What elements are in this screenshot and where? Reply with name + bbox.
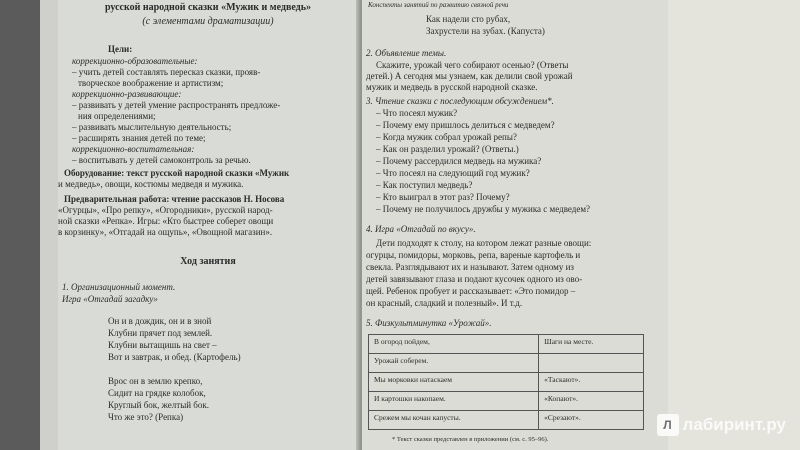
lesson-subtitle: (с элементами драматизации) bbox=[142, 16, 274, 27]
background-surface bbox=[668, 0, 800, 450]
goal-line: ния определениями; bbox=[78, 111, 156, 121]
verse-line: Захрустели на зубах. (Капуста) bbox=[426, 26, 545, 36]
preparation-text: «Огурцы», «Про репку», «Огородники», русской народ- bbox=[58, 205, 273, 215]
right-page bbox=[362, 0, 668, 450]
riddle-line: Клубни прячет под землей. bbox=[108, 328, 213, 338]
paragraph-line: Дети подходят к столу, на котором лежат разные овощи: bbox=[376, 238, 592, 248]
page-edge bbox=[40, 0, 58, 450]
riddle-line: Сидит на грядке колобок, bbox=[108, 388, 206, 398]
table-row bbox=[369, 335, 644, 354]
goal-line: – развивать мыслительную деятельность; bbox=[72, 122, 232, 132]
paragraph-line: детей.) А сегодня мы узнаем, как делили свой урожай bbox=[366, 71, 573, 81]
verse-line: Как надели сто рубах, bbox=[426, 14, 511, 24]
step-heading: 1. Организационный момент. bbox=[62, 282, 176, 292]
table-row bbox=[369, 392, 644, 411]
goal-line: – развивать у детей умение распространять предложе- bbox=[72, 100, 281, 110]
question-item: – Почему рассердился медведь на мужика? bbox=[376, 156, 542, 166]
table-row bbox=[369, 373, 644, 392]
question-item: – Что посеял на следующий год мужик? bbox=[376, 168, 530, 178]
step-heading: 2. Объявление темы. bbox=[366, 48, 447, 58]
left-page bbox=[58, 0, 360, 450]
table-cell: Урожай соберем. bbox=[369, 354, 539, 373]
paragraph-line: свекла. Разглядывают их и называют. Затем одному из bbox=[366, 262, 574, 272]
paragraph-line: детей завязывают глаза и подают кусочек одного из ово- bbox=[366, 274, 583, 284]
table-cell: Шаги на месте. bbox=[539, 335, 644, 354]
table-cell: «Таскают». bbox=[539, 373, 644, 392]
question-item: – Почему не получилось дружбы у мужика с медведем? bbox=[376, 204, 591, 214]
table-cell: Мы морковки натаскаем bbox=[369, 373, 539, 392]
question-item: – Когда мужик собрал урожай репы? bbox=[376, 132, 517, 142]
footnote: * Текст сказки представлен в приложении (см. с. 95–96). bbox=[392, 436, 549, 443]
section-heading: Ход занятия bbox=[180, 256, 236, 267]
question-item: – Что посеял мужик? bbox=[376, 108, 458, 118]
watermark-text: лабиринт.ру bbox=[682, 415, 786, 434]
goals-subheading: коррекционно-образовательные: bbox=[72, 56, 198, 66]
table-row bbox=[369, 354, 644, 373]
question-item: – Кто выиграл в этот раз? Почему? bbox=[376, 192, 510, 202]
watermark bbox=[657, 414, 786, 436]
step-heading: 3. Чтение сказки с последующим обсуждением*. bbox=[366, 96, 554, 106]
game-title: Игра «Отгадай загадку» bbox=[62, 294, 158, 304]
table-row bbox=[369, 411, 644, 430]
step-heading: 4. Игра «Отгадай по вкусу». bbox=[366, 224, 476, 234]
table-cell bbox=[539, 354, 644, 373]
table-cell: «Срезают». bbox=[539, 411, 644, 430]
question-item: – Почему ему пришлось делиться с медведем? bbox=[376, 120, 555, 130]
goal-line: – учить детей составлять пересказ сказки, прояв- bbox=[72, 67, 261, 77]
paragraph-line: щей. Ребенок пробует и рассказывает: «Это помидор – bbox=[366, 286, 576, 296]
riddle-line: Круглый бок, желтый бок. bbox=[108, 400, 210, 410]
goal-line: – расширять знания детей по теме; bbox=[72, 133, 206, 143]
paragraph-line: мужик и медведь в русской народной сказке. bbox=[366, 82, 538, 92]
question-item: – Как он разделил урожай? (Ответы.) bbox=[376, 144, 519, 154]
exercise-table bbox=[368, 334, 644, 430]
labirint-logo-icon: Л bbox=[657, 414, 679, 436]
preparation-text: в корзинку», «Отгадай на ощупь», «Овощной магазин». bbox=[58, 227, 273, 237]
riddle-line: Вот и завтрак, и обед. (Картофель) bbox=[108, 352, 241, 362]
table-cell: Срежем мы кочан капусты. bbox=[369, 411, 539, 430]
goal-line: творческое воображение и артистизм; bbox=[78, 78, 224, 88]
table-cell: В огород пойдем, bbox=[369, 335, 539, 354]
riddle-line: Что же это? (Репка) bbox=[108, 412, 184, 422]
goal-line: – воспитывать у детей самоконтроль за речью. bbox=[72, 155, 251, 165]
preparation-text: ной сказки «Репка». Игры: «Кто быстрее соберет овощи bbox=[58, 216, 274, 226]
goals-heading: Цели: bbox=[108, 44, 133, 54]
table-cell: И картошки накопаем. bbox=[369, 392, 539, 411]
table-cell: «Копают». bbox=[539, 392, 644, 411]
riddle-line: Вроc он в землю крепко, bbox=[108, 376, 203, 386]
running-head: Конспекты занятий по развитию связной речи bbox=[368, 1, 509, 9]
step-heading: 5. Физкультминутка «Урожай». bbox=[366, 318, 492, 328]
preparation-text: Предварительная работа: чтение рассказов Н. Носова bbox=[64, 194, 285, 204]
paragraph-line: огурцы, помидоры, морковь, репа, вареные картофель и bbox=[366, 250, 581, 260]
equipment-text: и медведь», овощи, костюмы медведя и мужика. bbox=[58, 179, 244, 189]
equipment-text: Оборудование: текст русской народной сказки «Мужик bbox=[64, 168, 290, 178]
paragraph-line: он красный, сладкий и полезный». И т.д. bbox=[366, 298, 523, 308]
question-item: – Как поступил медведь? bbox=[376, 180, 473, 190]
goals-subheading: коррекционно-развивающие: bbox=[72, 89, 182, 99]
goals-subheading: коррекционно-воспитательная: bbox=[72, 144, 195, 154]
lesson-title: русской народной сказки «Мужик и медведь» bbox=[104, 2, 312, 13]
paragraph-line: Скажите, урожай чего собирают осенью? (Ответы bbox=[376, 60, 569, 70]
riddle-line: Он и в дождик, он и в зной bbox=[108, 316, 212, 326]
riddle-line: Клубни вытащишь на свет – bbox=[108, 340, 217, 350]
